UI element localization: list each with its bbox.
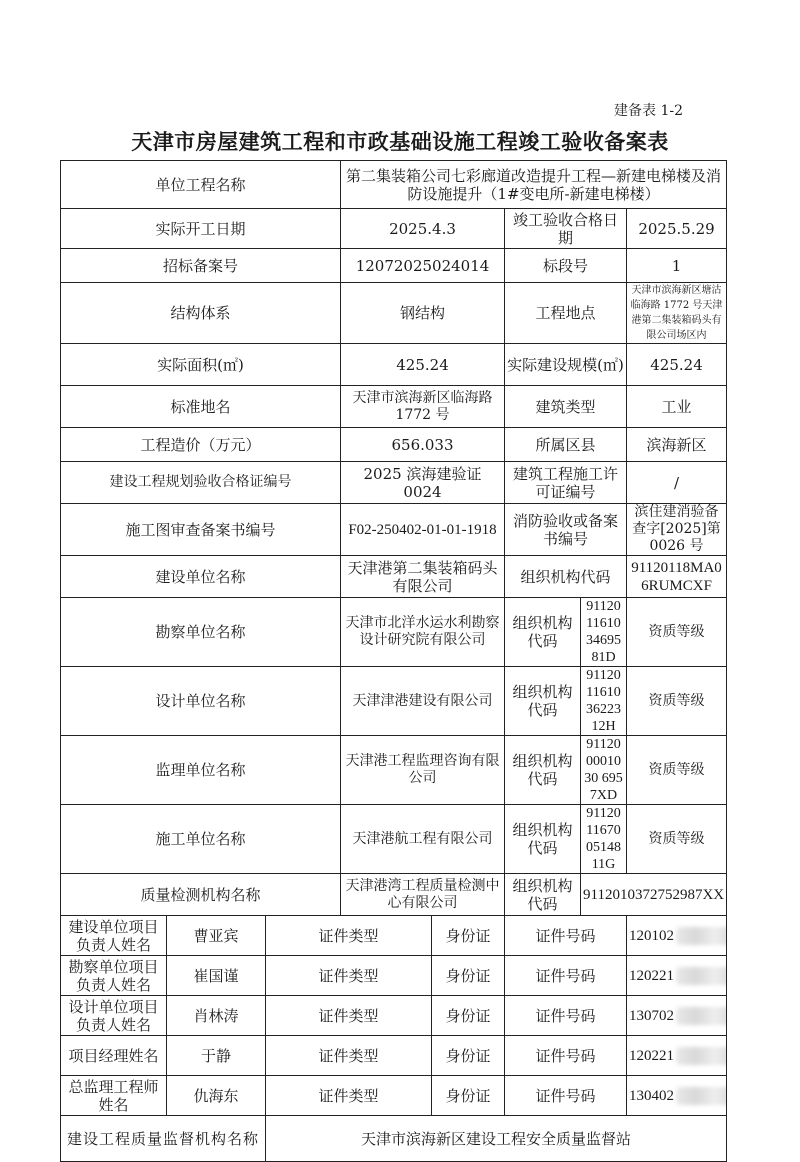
org-code-label: 组织机构代码 — [505, 805, 581, 874]
project-name-value: 第二集装箱公司七彩廊道改造提升工程—新建电梯楼及消防设施提升（1#变电所-新建电梯楼） — [341, 161, 727, 209]
unit-label: 施工单位名称 — [61, 805, 341, 874]
bid-record-label: 招标备案号 — [61, 249, 341, 283]
person-name: 曹亚宾 — [167, 916, 266, 956]
scale-value: 425.24 — [627, 344, 727, 386]
redacted-id-blur — [676, 1047, 727, 1065]
district-value: 滨海新区 — [627, 428, 727, 462]
redacted-id-blur — [676, 1007, 727, 1025]
id-number-prefix: 130402 — [629, 1088, 674, 1104]
build-unit-name: 天津港第二集装箱码头有限公司 — [341, 556, 505, 598]
start-date-value: 2025.4.3 — [341, 209, 505, 249]
row-drawing-review — [61, 504, 727, 556]
build-unit-label: 建设单位名称 — [61, 556, 341, 598]
cert-type-value: 身份证 — [432, 1076, 505, 1116]
acceptance-date-label: 竣工验收合格日期 — [505, 209, 627, 249]
row-person — [61, 916, 727, 956]
row-person — [61, 956, 727, 996]
planning-cert-value: 2025 滨海建验证 0024 — [341, 462, 505, 504]
row-start-date — [61, 209, 727, 249]
row-unit — [61, 736, 727, 805]
redacted-id-blur — [676, 967, 727, 985]
unit-name: 天津港航工程有限公司 — [341, 805, 505, 874]
start-date-label: 实际开工日期 — [61, 209, 341, 249]
building-type-value: 工业 — [627, 386, 727, 428]
location-value: 天津市滨海新区塘沽临海路 1772 号天津港第二集装箱码头有限公司场区内 — [627, 283, 727, 344]
row-person — [61, 1076, 727, 1116]
structure-value: 钢结构 — [341, 283, 505, 344]
cert-no-label: 证件号码 — [505, 1036, 627, 1076]
unit-code: 91120116700514811G — [581, 805, 627, 874]
org-code-label: 组织机构代码 — [505, 598, 581, 667]
place-name-label: 标准地名 — [61, 386, 341, 428]
person-name: 于静 — [167, 1036, 266, 1076]
row-planning-cert — [61, 462, 727, 504]
cost-label: 工程造价（万元） — [61, 428, 341, 462]
row-unit — [61, 598, 727, 667]
drawing-review-value: F02-250402-01-01-1918 — [341, 504, 505, 556]
row-supervision — [61, 1116, 727, 1162]
qualification-label: 资质等级 — [627, 598, 727, 667]
row-person — [61, 1036, 727, 1076]
cert-type-value: 身份证 — [432, 1036, 505, 1076]
cert-no-value — [627, 916, 727, 956]
id-number-prefix: 120221 — [629, 1048, 674, 1064]
cert-type-value: 身份证 — [432, 996, 505, 1036]
section-no-label: 标段号 — [505, 249, 627, 283]
cert-no-label: 证件号码 — [505, 1076, 627, 1116]
unit-label: 勘察单位名称 — [61, 598, 341, 667]
cert-type-label: 证件类型 — [266, 1036, 432, 1076]
row-project-name — [61, 161, 727, 209]
cert-type-value: 身份证 — [432, 956, 505, 996]
redacted-id-blur — [676, 927, 727, 945]
person-role: 勘察单位项目负责人姓名 — [61, 956, 167, 996]
build-unit-code: 91120118MA06RUMCXF — [627, 556, 727, 598]
cert-no-label: 证件号码 — [505, 996, 627, 1036]
id-number-prefix: 120102 — [629, 928, 674, 944]
acceptance-date-value: 2025.5.29 — [627, 209, 727, 249]
area-label: 实际面积(㎡) — [61, 344, 341, 386]
permit-value: / — [627, 462, 727, 504]
unit-label: 设计单位名称 — [61, 667, 341, 736]
section-no-value: 1 — [627, 249, 727, 283]
cert-type-label: 证件类型 — [266, 1076, 432, 1116]
unit-name: 天津港工程监理咨询有限公司 — [341, 736, 505, 805]
person-name: 仇海东 — [167, 1076, 266, 1116]
testing-label: 质量检测机构名称 — [61, 874, 341, 916]
cert-no-value — [627, 1036, 727, 1076]
supervision-value: 天津市滨海新区建设工程安全质量监督站 — [266, 1116, 727, 1162]
unit-name: 天津市北洋水运水利勘察设计研究院有限公司 — [341, 598, 505, 667]
redacted-id-blur — [676, 1087, 727, 1105]
document-title: 天津市房屋建筑工程和市政基础设施工程竣工验收备案表 — [131, 130, 669, 154]
unit-code: 91120116103469581D — [581, 598, 627, 667]
cost-value: 656.033 — [341, 428, 505, 462]
row-testing — [61, 874, 727, 916]
person-role: 总监理工程师姓名 — [61, 1076, 167, 1116]
row-structure — [61, 283, 727, 344]
cert-type-label: 证件类型 — [266, 956, 432, 996]
qualification-label: 资质等级 — [627, 736, 727, 805]
bid-record-value: 12072025024014 — [341, 249, 505, 283]
place-name-value: 天津市滨海新区临海路 1772 号 — [341, 386, 505, 428]
org-code-label: 组织机构代码 — [505, 874, 581, 916]
cert-no-value — [627, 996, 727, 1036]
cert-type-label: 证件类型 — [266, 916, 432, 956]
permit-label: 建筑工程施工许可证编号 — [505, 462, 627, 504]
structure-label: 结构体系 — [61, 283, 341, 344]
area-value: 425.24 — [341, 344, 505, 386]
org-code-label: 组织机构代码 — [505, 736, 581, 805]
fire-record-label: 消防验收或备案书编号 — [505, 504, 627, 556]
row-unit — [61, 667, 727, 736]
scale-label: 实际建设规模(㎡) — [505, 344, 627, 386]
org-code-label: 组织机构代码 — [505, 667, 581, 736]
person-role: 建设单位项目负责人姓名 — [61, 916, 167, 956]
unit-code: 91120116103622312H — [581, 667, 627, 736]
org-code-label: 组织机构代码 — [505, 556, 627, 598]
cert-no-label: 证件号码 — [505, 916, 627, 956]
row-cost — [61, 428, 727, 462]
person-role: 项目经理姓名 — [61, 1036, 167, 1076]
testing-name: 天津港湾工程质量检测中心有限公司 — [341, 874, 505, 916]
person-role: 设计单位项目负责人姓名 — [61, 996, 167, 1036]
unit-name: 天津津港建设有限公司 — [341, 667, 505, 736]
id-number-prefix: 130702 — [629, 1008, 674, 1024]
row-person — [61, 996, 727, 1036]
row-unit — [61, 805, 727, 874]
row-bid-record — [61, 249, 727, 283]
record-table — [60, 160, 727, 1162]
row-build-unit — [61, 556, 727, 598]
row-area — [61, 344, 727, 386]
testing-code: 9112010372752987XX — [581, 874, 727, 916]
cert-no-value — [627, 1076, 727, 1116]
qualification-label: 资质等级 — [627, 667, 727, 736]
person-name: 崔国谨 — [167, 956, 266, 996]
qualification-label: 资质等级 — [627, 805, 727, 874]
district-label: 所属区县 — [505, 428, 627, 462]
project-name-label: 单位工程名称 — [61, 161, 341, 209]
building-type-label: 建筑类型 — [505, 386, 627, 428]
drawing-review-label: 施工图审查备案书编号 — [61, 504, 341, 556]
form-code: 建备表 1-2 — [614, 103, 683, 119]
cert-type-value: 身份证 — [432, 916, 505, 956]
supervision-label: 建设工程质量监督机构名称 — [61, 1116, 266, 1162]
fire-record-value: 滨住建消验备查字[2025]第 0026 号 — [627, 504, 727, 556]
location-label: 工程地点 — [505, 283, 627, 344]
person-name: 肖林涛 — [167, 996, 266, 1036]
cert-no-value — [627, 956, 727, 996]
cert-type-label: 证件类型 — [266, 996, 432, 1036]
unit-label: 监理单位名称 — [61, 736, 341, 805]
cert-no-label: 证件号码 — [505, 956, 627, 996]
planning-cert-label: 建设工程规划验收合格证编号 — [61, 462, 341, 504]
row-place-name — [61, 386, 727, 428]
unit-code: 911200001030 6957XD — [581, 736, 627, 805]
id-number-prefix: 120221 — [629, 968, 674, 984]
